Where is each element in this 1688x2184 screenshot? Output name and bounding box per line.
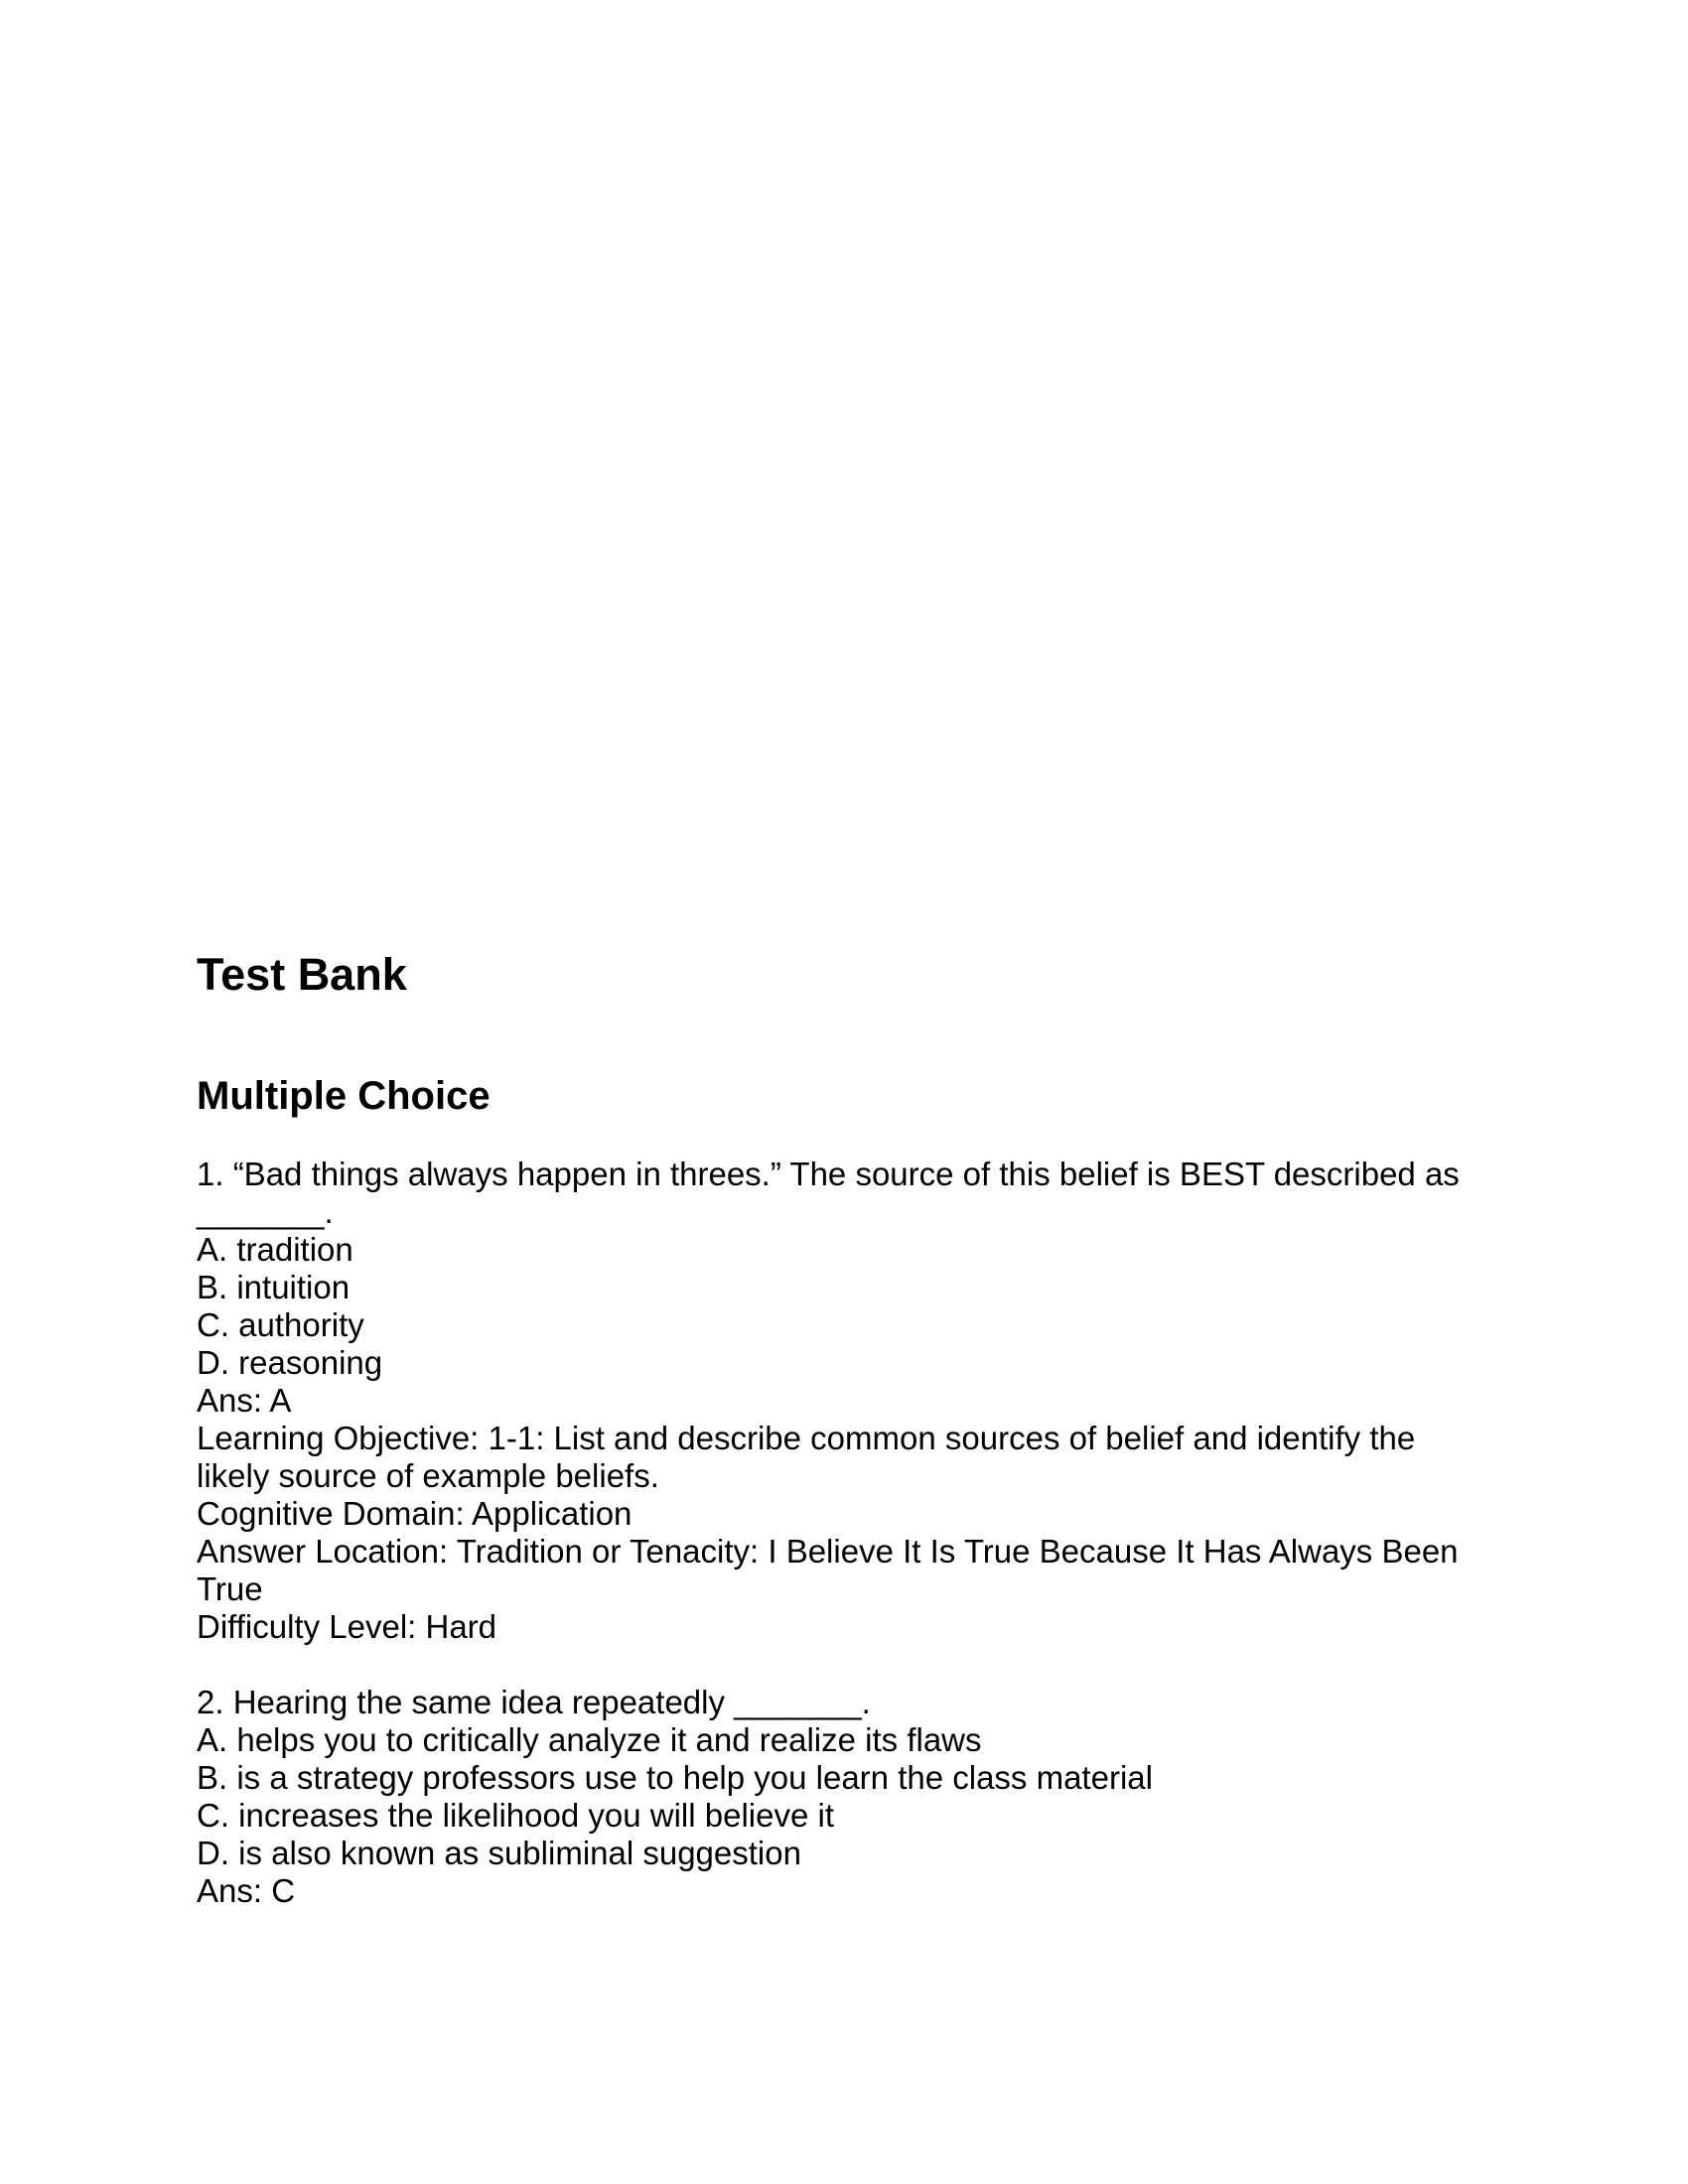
question-1-answer-location-line-1: Answer Location: Tradition or Tenacity: I Believe It Is True Because It Has Always Been <box>197 1533 1459 1570</box>
question-2-option-a: A. helps you to critically analyze it and realize its flaws <box>197 1721 982 1758</box>
question-1-cognitive-domain-line: Cognitive Domain: Application <box>197 1495 633 1532</box>
question-2-option-b: B. is a strategy professors use to help you learn the class material <box>197 1759 1153 1796</box>
question-1-option-a: A. tradition <box>197 1231 353 1268</box>
question-2-answer-line: Ans: C <box>197 1872 296 1909</box>
question-2-stem-line: 2. Hearing the same idea repeatedly _______. <box>197 1684 871 1720</box>
page-title: Test Bank <box>197 949 407 1000</box>
question-2-option-c: C. increases the likelihood you will believe it <box>197 1797 834 1834</box>
question-1-difficulty-level-line: Difficulty Level: Hard <box>197 1608 497 1645</box>
question-1-stem-line: 1. “Bad things always happen in threes.” The source of this belief is BEST described as <box>197 1156 1460 1192</box>
section-heading: Multiple Choice <box>197 1074 491 1118</box>
question-1-block <box>197 1156 1460 1646</box>
question-1-answer-line: Ans: A <box>197 1382 292 1419</box>
question-1-blank-line: _______. <box>197 1193 334 1230</box>
question-1-option-c: C. authority <box>197 1306 364 1343</box>
question-1-answer-location-line-2: True <box>197 1570 263 1607</box>
question-2-option-d: D. is also known as subliminal suggestion <box>197 1835 801 1871</box>
question-1-option-d: D. reasoning <box>197 1344 383 1381</box>
question-2-block <box>197 1684 1153 1910</box>
question-1-learning-objective-line-1: Learning Objective: 1-1: List and describe common sources of belief and identify the <box>197 1420 1416 1456</box>
question-1-learning-objective-line-2: likely source of example beliefs. <box>197 1457 659 1494</box>
question-1-option-b: B. intuition <box>197 1269 351 1305</box>
